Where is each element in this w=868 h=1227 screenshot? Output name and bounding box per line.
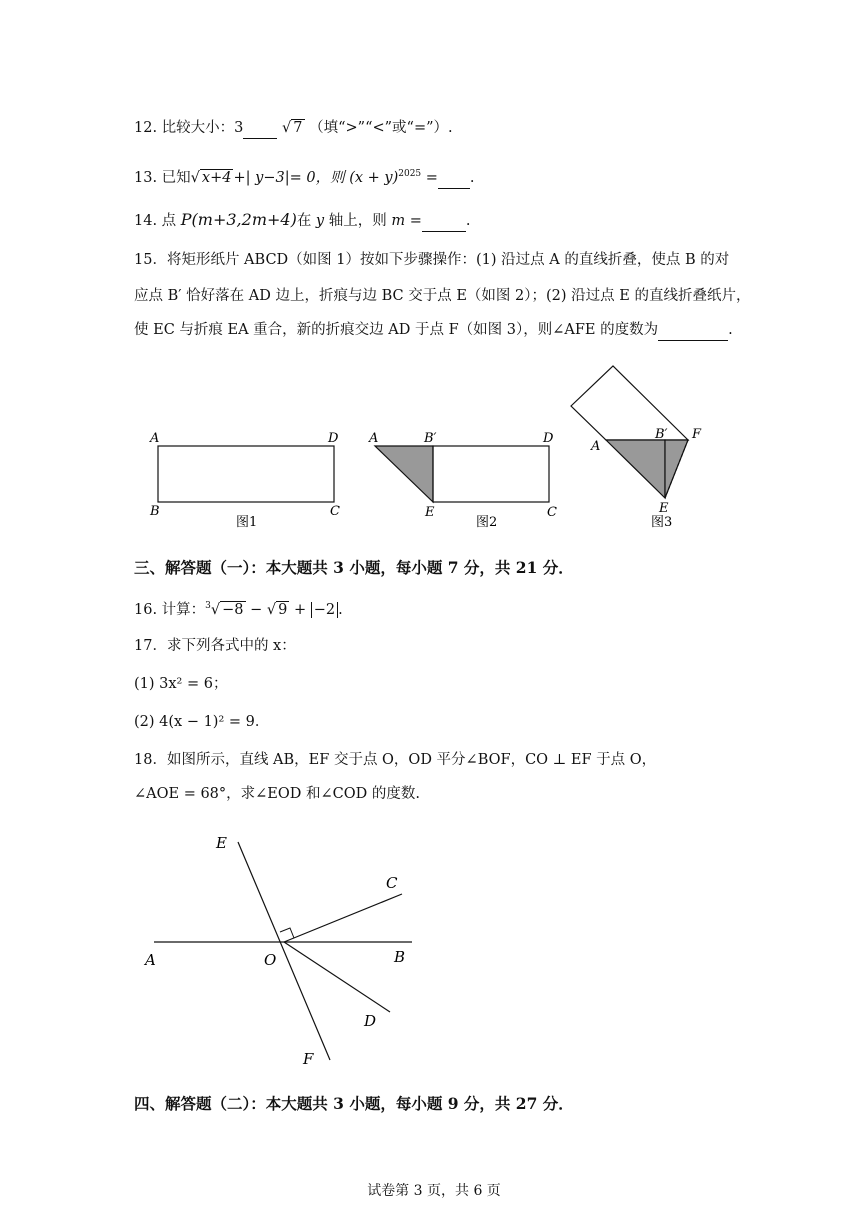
- remaining-rectangle: [433, 446, 549, 502]
- shaded-triangle-1: [606, 440, 665, 498]
- label-f: F: [303, 1050, 314, 1068]
- q16-plus: +: [294, 601, 307, 618]
- section-3-heading: 三、解答题（一）：本大题共 3 小题，每小题 7 分，共 21 分．: [134, 558, 574, 577]
- q16-absolute: −2: [311, 602, 338, 618]
- q12-text: 12.: [134, 120, 158, 136]
- answer-blank: [243, 118, 277, 139]
- q13-mid: +| y−3|= 0，则: [233, 169, 345, 186]
- q16-number: 16.: [134, 601, 158, 618]
- question-13: 13. 已知√ x+4 +| y−3|= 0，则 $(x + y)^{2025}$ = .: [134, 164, 475, 189]
- q14-number: 14.: [134, 213, 158, 229]
- label-c: C: [386, 874, 398, 892]
- q13-equals: =: [425, 169, 438, 186]
- q14-mid2: 轴上，则: [328, 213, 387, 229]
- q14-pre: 点: [161, 213, 177, 229]
- q14-axis: y: [315, 213, 325, 229]
- folded-rectangle: [571, 366, 688, 440]
- question-16: 16. 计算：$^3$√ −8 − √ 9 + −2 .: [134, 601, 343, 618]
- q16-minus: −: [250, 601, 263, 618]
- q13-exponent: 2025: [398, 169, 422, 179]
- label-o: O: [264, 951, 277, 969]
- label-a: A: [369, 431, 379, 446]
- q16-radicand-1: −8: [222, 601, 244, 618]
- q14-mid: 在: [296, 213, 312, 229]
- answer-blank: [422, 211, 466, 232]
- answer-blank: [658, 320, 728, 341]
- label-b-prime: B′: [655, 427, 668, 442]
- q13-pre: 已知: [161, 169, 191, 186]
- label-d: D: [543, 431, 554, 446]
- label-e: E: [216, 834, 227, 852]
- folding-figures: [0, 360, 868, 540]
- q15-line-3-text: 使 EC 与折痕 EA 重合，新的折痕交边 AD 于点 F（如图 3），则∠AFE 的度数为: [134, 322, 659, 338]
- right-angle-mark: [280, 928, 294, 938]
- ray-oc: [284, 894, 402, 942]
- question-15-line-3: [134, 320, 733, 341]
- answer-blank: [438, 168, 470, 189]
- q14-var: m: [391, 213, 406, 229]
- page-footer: 试卷第 3 页，共 6 页: [367, 1183, 501, 1199]
- label-b: B: [394, 948, 406, 966]
- label-c: C: [330, 504, 340, 519]
- figure-1: [149, 431, 340, 530]
- label-e: E: [659, 501, 669, 516]
- label-a: A: [145, 951, 156, 969]
- line-ef: [238, 842, 330, 1060]
- q12-radicand: 7: [293, 120, 303, 136]
- q16-pre: 计算：: [161, 601, 206, 618]
- q15-end: .: [728, 322, 733, 338]
- q12-hint: （填“>”“<”或“=”）.: [309, 120, 453, 136]
- q14-equals: =: [409, 213, 422, 229]
- q16-cube-index: 3: [205, 601, 211, 611]
- ray-od: [284, 942, 390, 1012]
- question-14: [134, 210, 470, 232]
- label-f: F: [692, 427, 702, 442]
- question-12: 12. 比较大小：3 √ 7 （填“>”“<”或“=”）.: [134, 118, 453, 139]
- rectangle-abcd: [158, 446, 334, 502]
- label-b-prime: B′: [424, 431, 437, 446]
- figure-2-caption: 图2: [476, 515, 498, 530]
- figure-3-caption: 图3: [651, 515, 673, 530]
- question-15-line-2: 应点 B′ 恰好落在 AD 边上，折痕与边 BC 交于点 E（如图 2）；(2) 沿过点 E 的直线折叠纸片，: [134, 288, 751, 304]
- q16-radicand-2: 9: [278, 601, 288, 618]
- q13-radicand: x+4: [201, 169, 232, 186]
- question-17-part-2: (2) 4(x − 1)² = 9．: [134, 714, 270, 730]
- angle-figure: [0, 820, 868, 1080]
- figure-1-caption: 图1: [236, 515, 258, 530]
- q13-power: (x + y): [349, 169, 399, 186]
- figure-2: [368, 431, 557, 530]
- label-d: D: [364, 1012, 377, 1030]
- question-18-line-2: ∠AOE = 68°，求∠EOD 和∠COD 的度数.: [134, 786, 420, 802]
- label-a: A: [150, 431, 160, 446]
- label-e: E: [425, 505, 435, 520]
- folded-triangle: [375, 446, 433, 502]
- label-c: C: [547, 505, 557, 520]
- question-18-line-1: 18．如图所示，直线 AB，EF 交于点 O，OD 平分∠BOF，CO ⊥ EF 于点 O，: [134, 752, 657, 768]
- q12-prompt: 比较大小：3: [161, 120, 244, 136]
- q13-end: .: [469, 169, 475, 186]
- q14-point: P(m+3,2m+4): [180, 210, 297, 229]
- label-d: D: [328, 431, 339, 446]
- q14-end: .: [465, 213, 471, 229]
- label-a: A: [591, 439, 601, 454]
- q13-number: 13.: [134, 169, 158, 186]
- label-b: B: [150, 504, 160, 519]
- q16-end: .: [338, 601, 343, 618]
- section-4-heading: 四、解答题（二）：本大题共 3 小题，每小题 9 分，共 27 分．: [134, 1094, 574, 1113]
- question-15-line-1: 15．将矩形纸片 ABCD（如图 1）按如下步骤操作：(1) 沿过点 A 的直线折叠，使点 B 的对: [134, 252, 730, 268]
- question-17: 17．求下列各式中的 x：: [134, 638, 296, 654]
- figure-3: [571, 366, 702, 530]
- question-17-part-1: (1) 3x² = 6；: [134, 676, 228, 692]
